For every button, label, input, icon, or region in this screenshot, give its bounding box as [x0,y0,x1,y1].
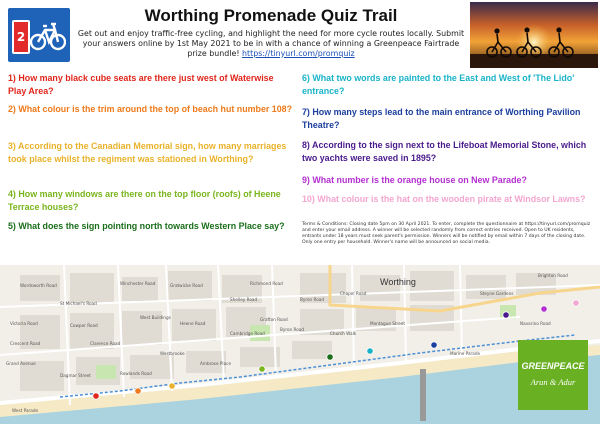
question-text: What two words are painted to the East and West of 'The Lido' entrance? [302,73,575,96]
marker-9 [541,306,547,312]
question-number: 7) [302,107,310,117]
question-number: 6) [302,73,310,83]
question-text: What does the sign pointing north towards Western Place say? [18,221,285,231]
cycle-route-sign [8,8,70,62]
street-label: Marine Parade [450,351,481,356]
question-number: 8) [302,140,310,150]
marker-3 [169,383,175,389]
street-label: Cambridge Road [230,331,265,336]
street-label: Rowlands Road [120,371,152,376]
question-text: How many black cube seats are there just west of Waterwise Play Area? [8,73,274,96]
question-number: 10) [302,194,315,204]
street-label: West Parade [12,408,39,413]
street-label: Crescent Road [10,341,41,346]
marker-4 [259,366,265,372]
street-label: West Buildings [140,315,171,320]
street-label: Navarino Road [520,321,551,326]
question-number: 1) [8,73,16,83]
cyclists-sunset-photo [470,2,598,68]
question-9 [302,174,594,187]
question-text: How many windows are there on the top floor (roofs) of Heene Terrace houses? [8,189,281,212]
question-number: 9) [302,175,310,185]
question-text: What colour is the trim around the top of beach hut number 108? [18,104,293,114]
street-label: Victoria Road [10,321,38,326]
question-text: What colour is the hat on the wooden pirate at Windsor Lawns? [317,194,586,204]
marker-6 [367,348,373,354]
route-number: 2 [12,20,30,54]
header [0,0,600,68]
question-6 [302,72,594,98]
pier [420,369,426,421]
question-8 [302,139,594,165]
street-label: Steyne Gardens [480,291,514,296]
greenpeace-area: Arun & Adur [530,377,576,387]
street-label: Clarence Road [90,341,121,346]
street-label: Grafton Road [260,317,288,322]
question-number: 2) [8,104,16,114]
street-label: Montague Street [370,321,405,326]
marker-8 [503,312,509,318]
question-text: How many steps lead to the main entrance of Worthing Pavilion Theatre? [302,107,581,130]
question-text: According to the sign next to the Lifeboat Memorial Stone, which two yachts were saved in 1895? [302,140,587,163]
question-3 [8,140,293,166]
street-label: Ambrose Place [200,361,232,366]
route-map [0,265,600,424]
street-label: Cowper Road [70,323,98,328]
question-10 [302,193,594,206]
town-label: Worthing [380,277,416,287]
street-label: St Michael's Road [60,301,97,306]
quiz-link[interactable]: https://tinyurl.com/promquiz [242,48,355,58]
street-label: Winchester Road [120,281,156,286]
question-2 [8,103,293,116]
question-7 [302,106,594,132]
intro-body: Get out and enjoy traffic-free cycling, and highlight the need for more cycle routes locally. Submit your answers online by 1st May 2021 to be in with a chance of winning a Greenpeace Fairtrade prize bundle! [77,29,465,58]
street-label: Wordsworth Road [20,283,57,288]
street-label: Chapel Road [340,291,367,296]
street-label: Grand Avenue [6,361,36,366]
question-number: 3) [8,141,16,151]
street-label: Shelley Road [230,297,258,302]
street-label: Heene Road [180,321,206,326]
street-label: Gratwicke Road [170,283,203,288]
street-label: Brighton Road [538,273,568,278]
page-title: Worthing Promenade Quiz Trail [144,6,398,25]
marker-7 [431,342,437,348]
greenpeace-brand: GREENPEACE [521,361,585,371]
marker-2 [135,388,141,394]
question-text: According to the Canadian Memorial sign, how many marriages took place whilst the regiment was stationed in Worthing? [8,141,287,164]
terms-and-conditions: Terms & Conditions: Closing date 5pm on 30 April 2021. To enter, complete the questionnaire at https://tinyurl.com/promquiz and enter your email address. A winner will be selected randomly from correct entries received. Open to UK residents, entrants under 18 years must seek parent's permission. Winners will be notified by email within 7 days of the closing date. Only one entry per household. Winner's name will be announced on social media. [302,222,591,246]
marker-10 [573,300,579,306]
question-number: 5) [8,221,16,231]
intro-text [76,29,466,58]
marker-5 [327,354,333,360]
street-label: Dagmar Street [60,373,91,378]
bicycle-icon [30,18,66,52]
question-5 [8,220,293,233]
street-label: Byron Road [280,327,305,332]
question-1 [8,72,293,98]
question-text: What number is the orange house on New Parade? [312,175,527,185]
marker-1 [93,393,99,399]
street-label: Westbrooke [160,351,185,356]
question-number: 4) [8,189,16,199]
street-label: Byron Road [300,297,325,302]
street-label: Church Walk [330,331,357,336]
street-label: Richmond Road [250,281,283,286]
question-4 [8,188,293,214]
greenpeace-logo [518,340,588,410]
